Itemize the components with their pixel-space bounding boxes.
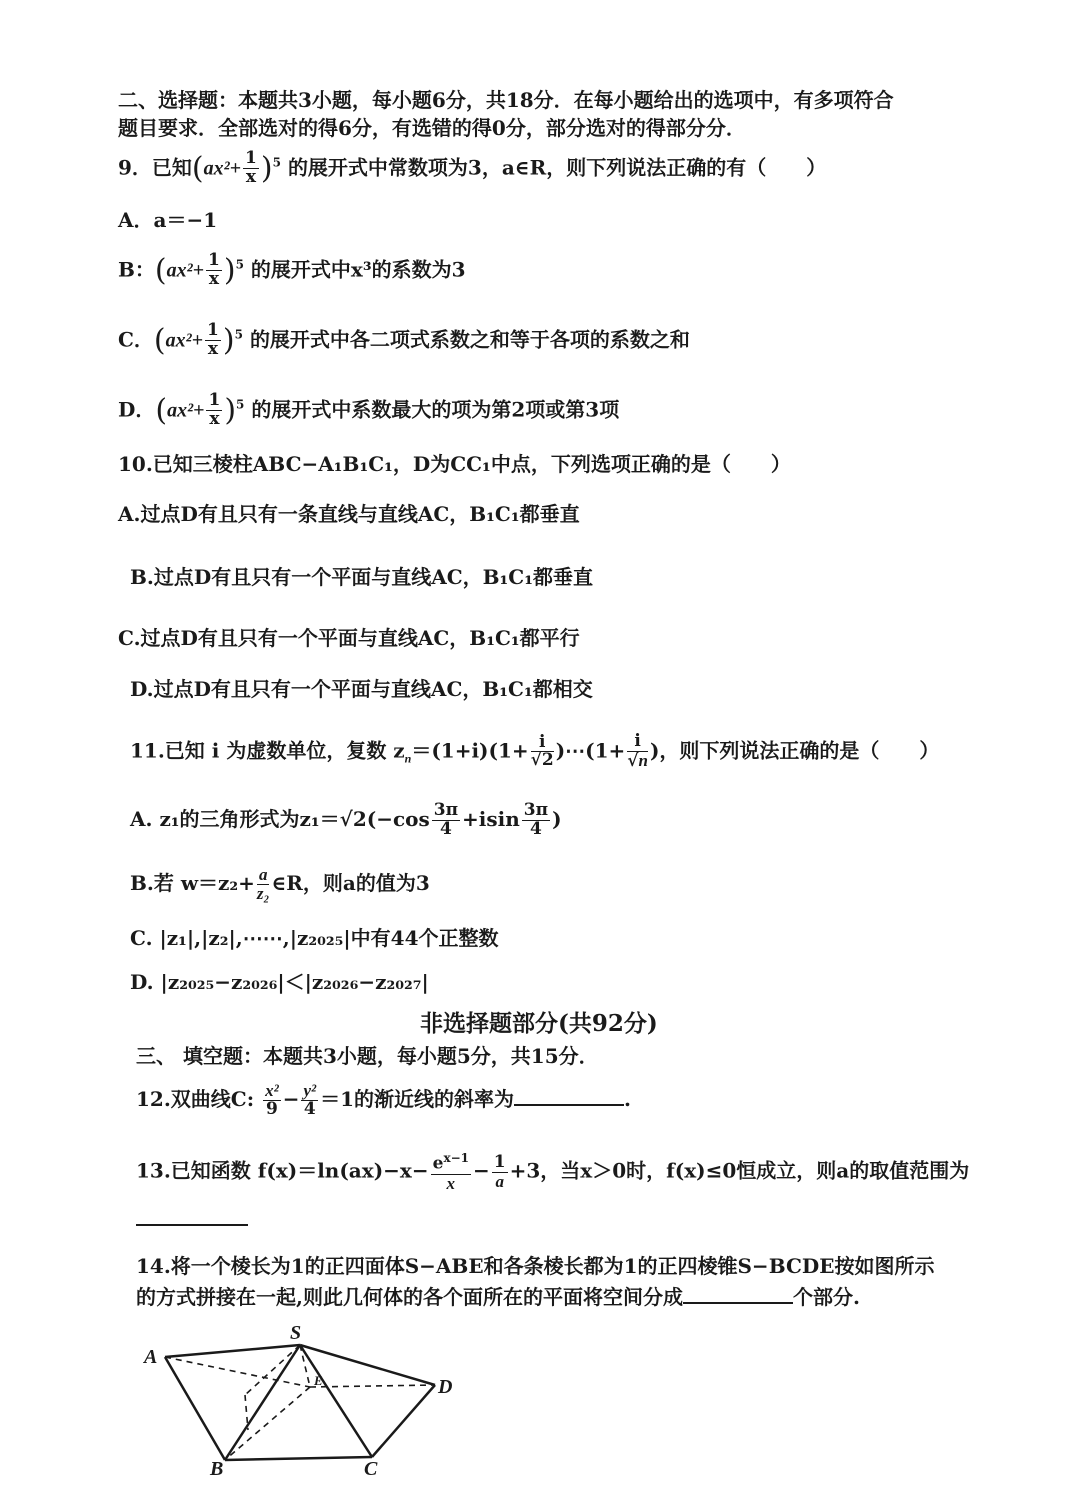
q9-number: 9．已知 (118, 155, 192, 180)
q11-option-d: D. |z₂₀₂₅−z₂₀₂₆|＜|z₂₀₂₆−z₂₀₂₇| (130, 970, 429, 994)
label-S: S (290, 1325, 302, 1344)
q10-option-a: A.过点D有且只有一条直线与直线AC，B₁C₁都垂直 (118, 502, 580, 526)
label-D: D (438, 1376, 453, 1398)
q9-option-b: B：(ax²+ $\frac{1}{x}$ )$^5$ 的展开式中x³的系数为3 (118, 250, 466, 290)
q10-stem: 10.已知三棱柱ABC−A₁B₁C₁，D为CC₁中点，下列选项正确的是（ ） (118, 452, 791, 476)
section2-title-line1: 二、选择题：本题共3小题，每小题6分，共18分．在每小题给出的选项中，有多项符合 (118, 88, 894, 112)
edge-AS (165, 1345, 300, 1357)
q12: 12.双曲线C: $\frac{\text{x²}}{9}$ − $\frac{\text{y²}}{4}$ ＝1的渐近线的斜率为 . (136, 1081, 631, 1119)
q9-frac: $\frac{1}{x}$ (245, 148, 257, 188)
q9-stem: 9．已知(ax²+ $\frac{1}{x}$ )$^5$ 的展开式中常数项为3，a∈R，则下列说法正确的有（ ） (118, 148, 827, 188)
label-A: A (144, 1346, 158, 1368)
label-E: E (314, 1373, 323, 1388)
q9-option-d: D．(ax²+ $\frac{1}{x}$ )$^5$ 的展开式中系数最大的项为第2项或第3项 (118, 390, 620, 430)
q9-expr: ax²+ (203, 157, 242, 180)
q11-option-b: B.若 w＝z₂+ $\frac{a}{\text{z₂}}$ ∈R，则a的值为3 (130, 865, 430, 903)
edge-EB (225, 1387, 310, 1460)
label-C: C (364, 1458, 378, 1475)
geometry-figure (140, 1325, 470, 1475)
q10-option-d: D.过点D有且只有一个平面与直线AC，B₁C₁都相交 (130, 677, 593, 701)
q10-option-c: C.过点D有且只有一个平面与直线AC，B₁C₁都平行 (118, 626, 580, 650)
edge-SB (225, 1345, 300, 1460)
q9-stem-tail: 的展开式中常数项为3，a∈R，则下列说法正确的有（ ） (287, 155, 827, 180)
q12-answer-blank (514, 1086, 624, 1106)
edge-SC (300, 1345, 372, 1457)
q14-line2: 的方式拼接在一起,则此几何体的各个面所在的平面将空间分成 个部分. (136, 1285, 860, 1309)
q10-option-b: B.过点D有且只有一个平面与直线AC，B₁C₁都垂直 (130, 565, 593, 589)
q14-answer-blank (683, 1284, 793, 1304)
edge-ED (310, 1385, 435, 1387)
section2-title-line2: 题目要求．全部选对的得6分，有选错的得0分，部分选对的得部分分． (118, 116, 746, 140)
q13: 13.已知函数 f(x)＝ln(ax)−x− $\frac{e^{x-1}}{x}$ − $\frac{1}{a}$ +3，当x＞0时，f(x)≤0恒成立，则a的取值范围为 (136, 1151, 970, 1193)
section3-title: 三、 填空题：本题共3小题，每小题5分，共15分． (136, 1044, 599, 1068)
q11-stem: 11.已知 i 为虚数单位，复数 $z_n=(1+i)(1+$ $\frac{i}{√2}$ )⋯(1+ $\frac{i}{√n}$ )，则下列说法正确的是（ ） (130, 731, 940, 771)
q9-option-c: C．(ax²+ $\frac{1}{x}$ )$^5$ 的展开式中各二项式系数之和等于各项的系数之和 (118, 320, 690, 360)
q11-option-c: C. |z₁|,|z₂|,⋯⋯,|z₂₀₂₅|中有44个正整数 (130, 926, 499, 950)
edge-CD (372, 1385, 435, 1457)
q9-power: 5 (272, 155, 281, 170)
edge-BC (225, 1457, 372, 1460)
q14-line1: 14.将一个棱长为1的正四面体S−ABE和各条棱长都为1的正四棱锥S−BCDE按如图所示 (136, 1254, 935, 1278)
q13-answer-blank (136, 1224, 248, 1226)
q11-option-a: A. z₁的三角形式为z₁＝√2(−cos $\frac{3\pi}{4}$ +isin $\frac{3\pi}{4}$ ) (130, 800, 562, 839)
q9-option-a: A．a＝−1 (118, 208, 218, 232)
edge-AB (165, 1357, 225, 1460)
label-B: B (210, 1458, 224, 1475)
nonchoice-title: 非选择题部分(共92分) (420, 1010, 658, 1037)
